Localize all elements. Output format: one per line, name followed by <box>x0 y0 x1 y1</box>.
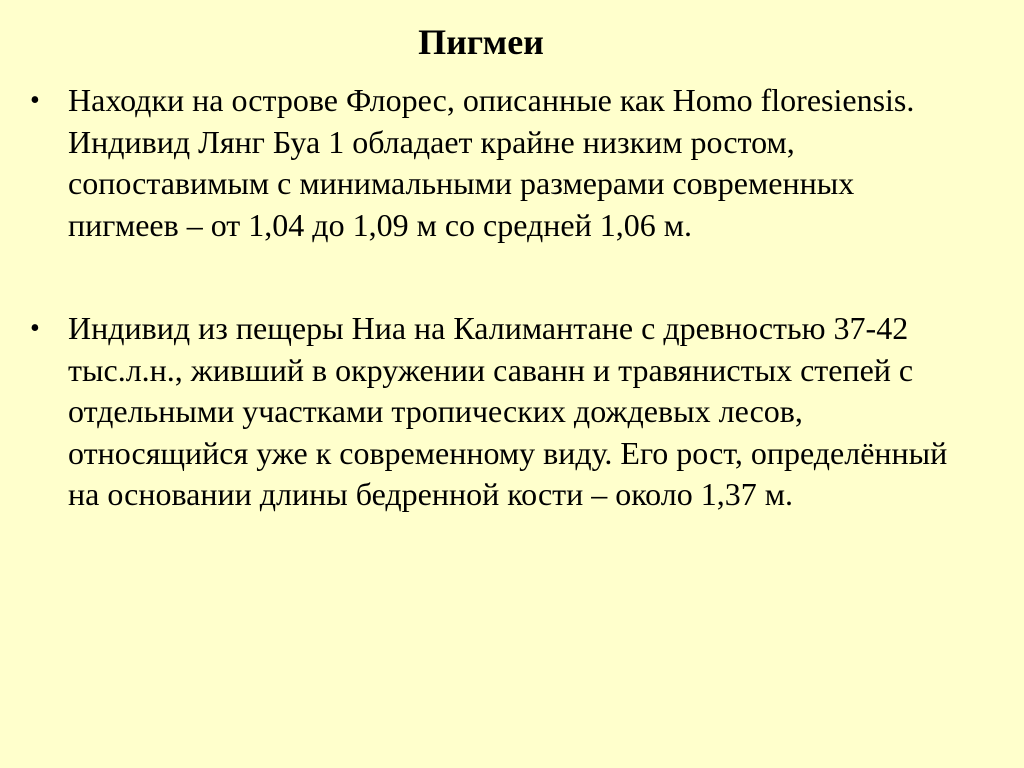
bullet-text: Находки на острове Флорес, описанные как Homo floresiensis. Индивид Лянг Буа 1 обладает крайне низким ростом, сопоставимым с минимальными размерами современных пигмеев – от 1,04 до 1,09 м со средней 1,06 м. <box>68 82 915 243</box>
bullet-text: Индивид из пещеры Ниа на Калимантане с древностью 37-42 тыс.л.н., живший в окружении саванн и травянистых степей с отдельными участками тропических дождевых лесов, относящийся уже к современному виду. Его рост, определённый на основании длины бедренной кости – около 1,37 м. <box>68 310 948 512</box>
bullet-icon: • <box>30 85 40 116</box>
bullet-item-flores <box>0 80 968 246</box>
slide-title: Пигмеи <box>418 22 544 62</box>
bullet-item-niah <box>0 308 968 516</box>
bullet-list <box>0 80 1024 516</box>
bullet-icon: • <box>30 313 40 344</box>
